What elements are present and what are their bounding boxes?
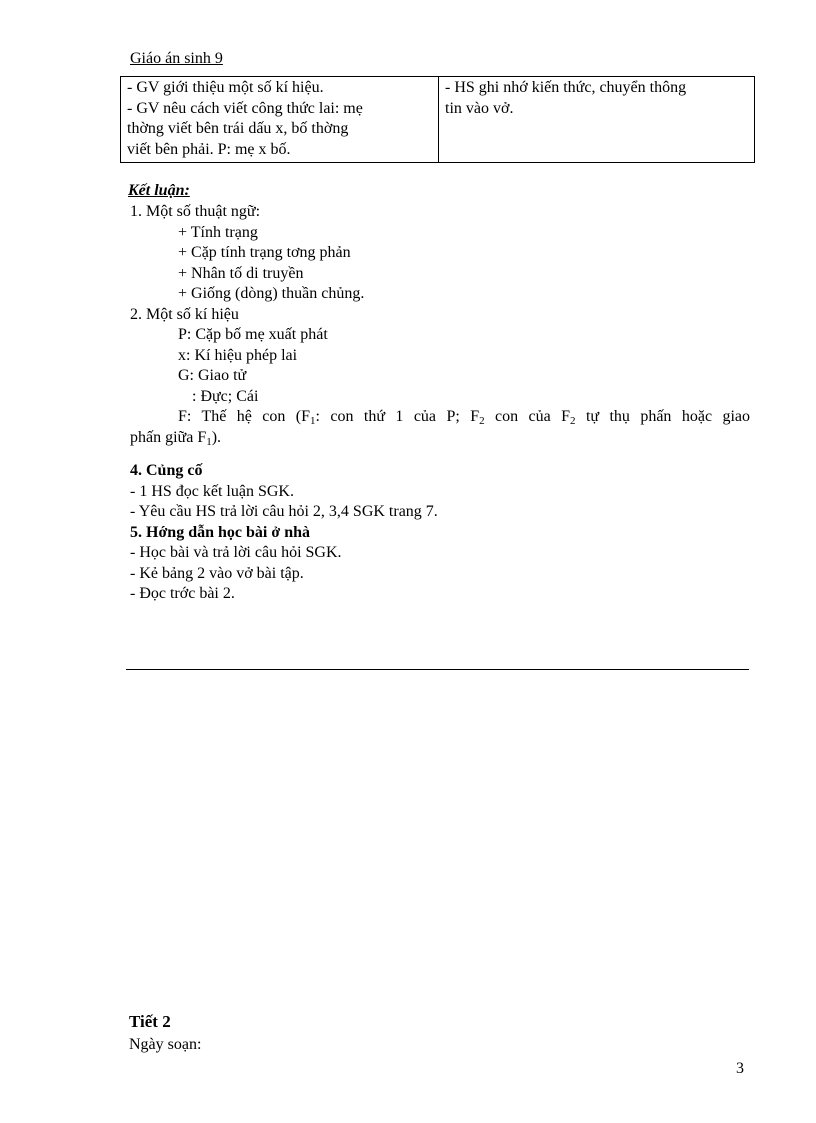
page-number: 3 <box>736 1060 744 1077</box>
table-line: tin vào vở. <box>445 99 514 117</box>
table-row <box>121 77 755 163</box>
list-item: - 1 HS đọc kết luận SGK. <box>130 482 294 500</box>
lesson-activity-table <box>120 76 755 163</box>
teacher-activity-cell <box>121 77 439 163</box>
table-line: - HS ghi nhớ kiến thức, chuyển thông <box>445 79 687 96</box>
generation-definition-line: F: Thế hệ con ($F_1$: con thứ 1 của P; $F_2$ con của $F_2$ tự thụ phấn hoặc giao <box>178 408 751 427</box>
list-item: + Tính trạng <box>178 223 258 241</box>
list-item: - Kẻ bảng 2 vào vở bài tập. <box>130 564 304 582</box>
main-content <box>130 202 750 605</box>
section-5-title: 5. Hớng dẫn học bài ở nhà <box>130 523 310 541</box>
student-activity-cell <box>439 77 755 163</box>
page-header-title: Giáo án sinh 9 <box>130 50 223 67</box>
list-item: - Học bài và trả lời câu hỏi SGK. <box>130 544 342 561</box>
list-item: P: Cặp bố mẹ xuất phát <box>178 326 328 343</box>
spacer <box>130 448 750 461</box>
table-line: - GV nêu cách viết công thức lai: mẹ <box>127 99 363 117</box>
conclusion-title: Kết luận: <box>128 182 190 199</box>
list-item: + Cặp tính trạng tơng phản <box>178 244 351 261</box>
list-item: G: Giao tử <box>178 367 247 384</box>
list-item: x: Kí hiệu phép lai <box>178 346 298 364</box>
table-line: thờng viết bên trái dấu x, bố thờng <box>127 120 349 137</box>
horizontal-divider <box>126 669 749 670</box>
table-line: viết bên phải. P: mẹ x bố. <box>127 140 291 158</box>
list-item: + Nhân tố di truyền <box>178 264 304 282</box>
list-item: - Yêu cầu HS trả lời câu hỏi 2, 3,4 SGK trang 7. <box>130 503 438 520</box>
terms-heading: 1. Một số thuật ngữ: <box>130 203 261 220</box>
list-item: + Giống (dòng) thuần chủng. <box>178 285 365 302</box>
section-4-title: 4. Củng cố <box>130 462 203 479</box>
gender-symbols-line: : Đực; Cái <box>192 387 259 405</box>
table-line: - GV giới thiệu một số kí hiệu. <box>127 79 324 96</box>
preparation-date-label: Ngày soạn: <box>129 1036 202 1053</box>
list-item: - Đọc trớc bài 2. <box>130 585 235 602</box>
generation-definition-line-cont: phấn giữa $F_1$). <box>130 428 222 448</box>
lesson-period-title: Tiết 2 <box>129 1012 171 1031</box>
symbols-heading: 2. Một số kí hiệu <box>130 305 239 323</box>
